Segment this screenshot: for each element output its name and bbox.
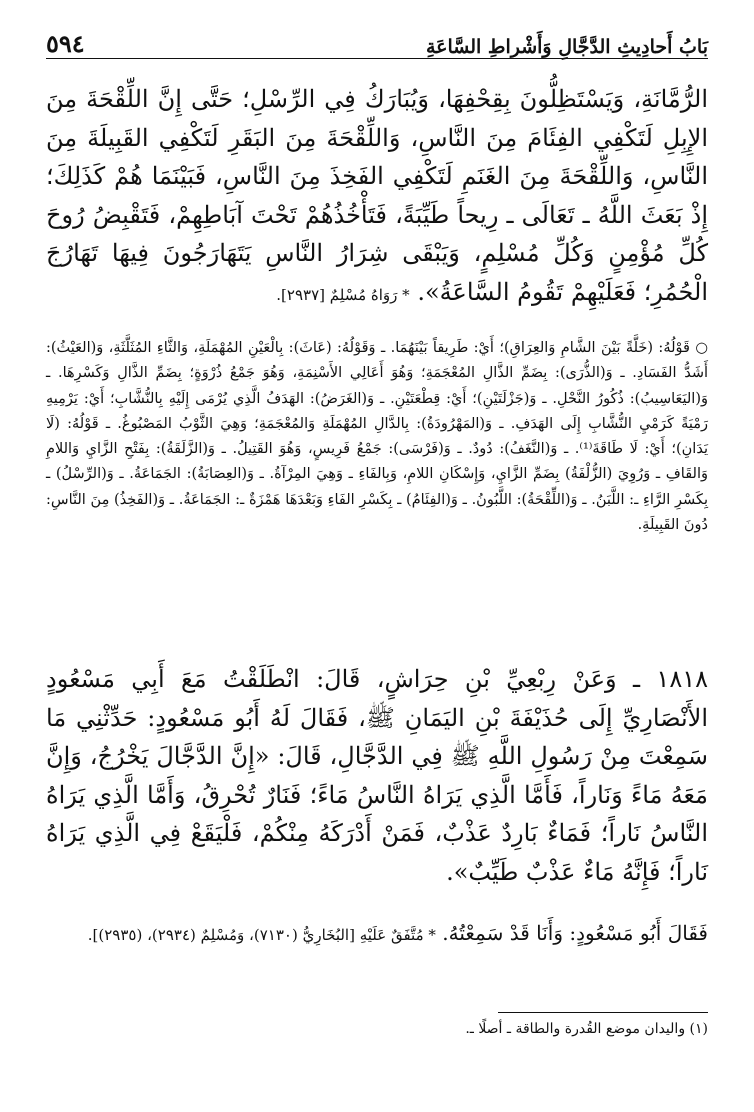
main-text: الرُّمَّانَةِ، وَيَسْتَظِلُّونَ بِقِحْفِهَا، وَيُبَارَكُ فِي الرِّسْلِ؛ حَتَّى إِنَّ اللِّقْحَةَ مِنَ الإِبِلِ لَتَكْفِي الفِئَامَ مِنَ النَّاسِ، وَاللِّقْحَةَ مِنَ البَقَرِ لَتَكْفِي القَبِيلَةَ مِنَ النَّاسِ، وَاللِّقْحَةَ مِنَ الغَنَمِ لَتَكْفِي الفَخِذَ مِنَ النَّاسِ، فَبَيْنَمَا هُمْ كَذَلِكَ؛ إِذْ بَعَثَ اللَّهُ ـ تَعَالَى ـ رِيحاً طَيِّبَةً، فَتَأْخُذُهُمْ تَحْتَ آبَاطِهِمْ، فَتَقْبِضُ رُوحَ كُلِّ مُؤْمِنٍ وَكُلِّ مُسْلِمٍ، وَيَبْقَى شِرَارُ النَّاسِ يَتَهَارَجُونَ فِيهَا تَهَارُجَ الْحُمُرِ؛ فَعَلَيْهِمْ تَقُومُ السَّاعَةُ». <box>46 85 708 306</box>
footnote-text: واليدان موضع القُدرة والطاقة ـ أصلًا ـ. <box>465 1021 686 1037</box>
page-number: ٥٩٤ <box>46 29 85 58</box>
hadith-block <box>46 660 708 891</box>
main-paragraph <box>46 80 708 314</box>
sayer-block <box>46 918 708 951</box>
main-text-block <box>46 80 708 314</box>
commentary-paragraph: ○ قَوْلُهُ: (خَلَّةً بَيْنَ الشَّامِ وَالعِرَاقِ)؛ أَيْ: طَرِيقاً بَيْنَهُمَا. ـ وَقَوْلُهُ: (عَاثَ): بِالْعَيْنِ المُهْمَلَةِ، وَالثَّاءِ المُثَلَّثَةِ، وَ(العَيْثُ): أَشَدُّ الفَسَادِ. ـ وَ(الذُّرَى): بِضَمِّ الذَّالِ المُعْجَمَةِ؛ وَهُوَ أَعَالِي الأَسْنِمَةِ، وَهُوَ جَمْعُ ذُرْوَةٍ؛ بِضَمِّ الذَّالِ وَكَسْرِهَا. ـ وَ(اليَعَاسِيبُ): ذُكُورُ النَّحْلِ. ـ وَ(جَزْلَتَيْنِ)؛ أَيْ: قِطْعَتَيْنِ. ـ وَ(الغَرَضُ): الهَدَفُ الَّذِي يُرْمَى إِلَيْهِ بِالنُّشَّابِ؛ أَيْ: يَرْمِيهِ رَمْيَةً كَرَمْيِ النُّشَّابِ إِلَى الهَدَفِ. ـ وَ(المَهْرُودَةُ): بِالدَّالِ المُهْمَلَةِ وَالمُعْجَمَةِ؛ وَهِيَ الثَّوْبُ المَصْبُوغُ. ـ قَوْلُهُ: (لَا يَدَانِ)؛ أَيْ: لَا طَاقَةَ⁽¹⁾. ـ وَ(النَّغَفُ): دُودٌ. ـ وَ(فَرْسَى): جَمْعُ فَرِيسٍ، وَهُوَ القَتِيلُ. ـ وَ(الزَّلَقَةُ): بِفَتْحِ الزَّايِ وَاللامِ وَالقَافِ ـ وَرُوِيَ (الزُّلْفَةُ) بِضَمِّ الزَّايِ، وَإِسْكَانِ اللامِ، وَبِالفَاءِ ـ وَهِيَ المِرْآةُ. ـ وَ(العِصَابَةُ): الجَمَاعَةُ. ـ وَ(الرِّسْلُ) ـ بِكَسْرِ الرَّاءِ ـ: اللَّبَنُ. ـ وَ(اللِّقْحَةُ): اللَّبُونُ. ـ وَ(الفِئَامُ) ـ بِكَسْرِ الفَاءِ وَبَعْدَهَا هَمْزَةٌ ـ: الجَمَاعَةُ. ـ وَ(الفَخِذُ) مِنَ النَّاسِ: دُونَ القَبِيلَةِ. <box>46 340 708 534</box>
footnote-block <box>46 1018 708 1040</box>
footnote-marker: (١) <box>689 1021 708 1037</box>
sayer-text: فَقَالَ أَبُو مَسْعُودٍ: وَأَنَا قَدْ سَمِعْتُهُ. <box>442 921 708 945</box>
commentary-block <box>46 336 708 538</box>
sayer-paragraph <box>46 918 708 951</box>
footnote-rule <box>498 1012 708 1013</box>
hadith-paragraph <box>46 660 708 891</box>
main-reference: * رَوَاهُ مُسْلِمٌ [٢٩٣٧]. <box>276 285 410 304</box>
footnote-line <box>46 1018 708 1040</box>
running-title: بَابُ أَحادِيثِ الدَّجَّالِ وَأَشْراطِ السَّاعَةِ <box>425 36 708 58</box>
hadith-text: ـ وَعَنْ رِبْعِيِّ بْنِ حِرَاشٍ، قَالَ: انْطَلَقْتُ مَعَ أَبِي مَسْعُودٍ الأَنْصَارِيِّ إِلَى حُذَيْفَةَ بْنِ اليَمَانِ ﷺ، فَقَالَ لَهُ أَبُو مَسْعُودٍ: حَدِّثْنِي مَا سَمِعْتَ مِنْ رَسُولِ اللَّهِ ﷺ فِي الدَّجَّالِ، قَالَ: «إِنَّ الدَّجَّالَ يَخْرُجُ، وَإِنَّ مَعَهُ مَاءً وَنَاراً، فَأَمَّا الَّذِي يَرَاهُ النَّاسُ مَاءً؛ فَنَارٌ تُحْرِقُ، وَأَمَّا الَّذِي يَرَاهُ النَّاسُ نَاراً؛ فَمَاءٌ بَارِدٌ عَذْبٌ، فَمَنْ أَدْرَكَهُ مِنْكُمْ، فَلْيَقَعْ فِي الَّذِي يَرَاهُ نَاراً؛ فَإِنَّهُ مَاءٌ عَذْبٌ طَيِّبٌ». <box>46 665 708 886</box>
page-header <box>46 22 708 58</box>
hadith-number: ١٨١٨ <box>656 665 708 693</box>
header-rule <box>46 58 708 59</box>
sayer-reference: * مُتَّفَقٌ عَلَيْهِ [البُخَارِيُّ (٧١٣٠)، وَمُسْلِمٌ (٢٩٣٤)، (٢٩٣٥)]. <box>87 926 436 944</box>
